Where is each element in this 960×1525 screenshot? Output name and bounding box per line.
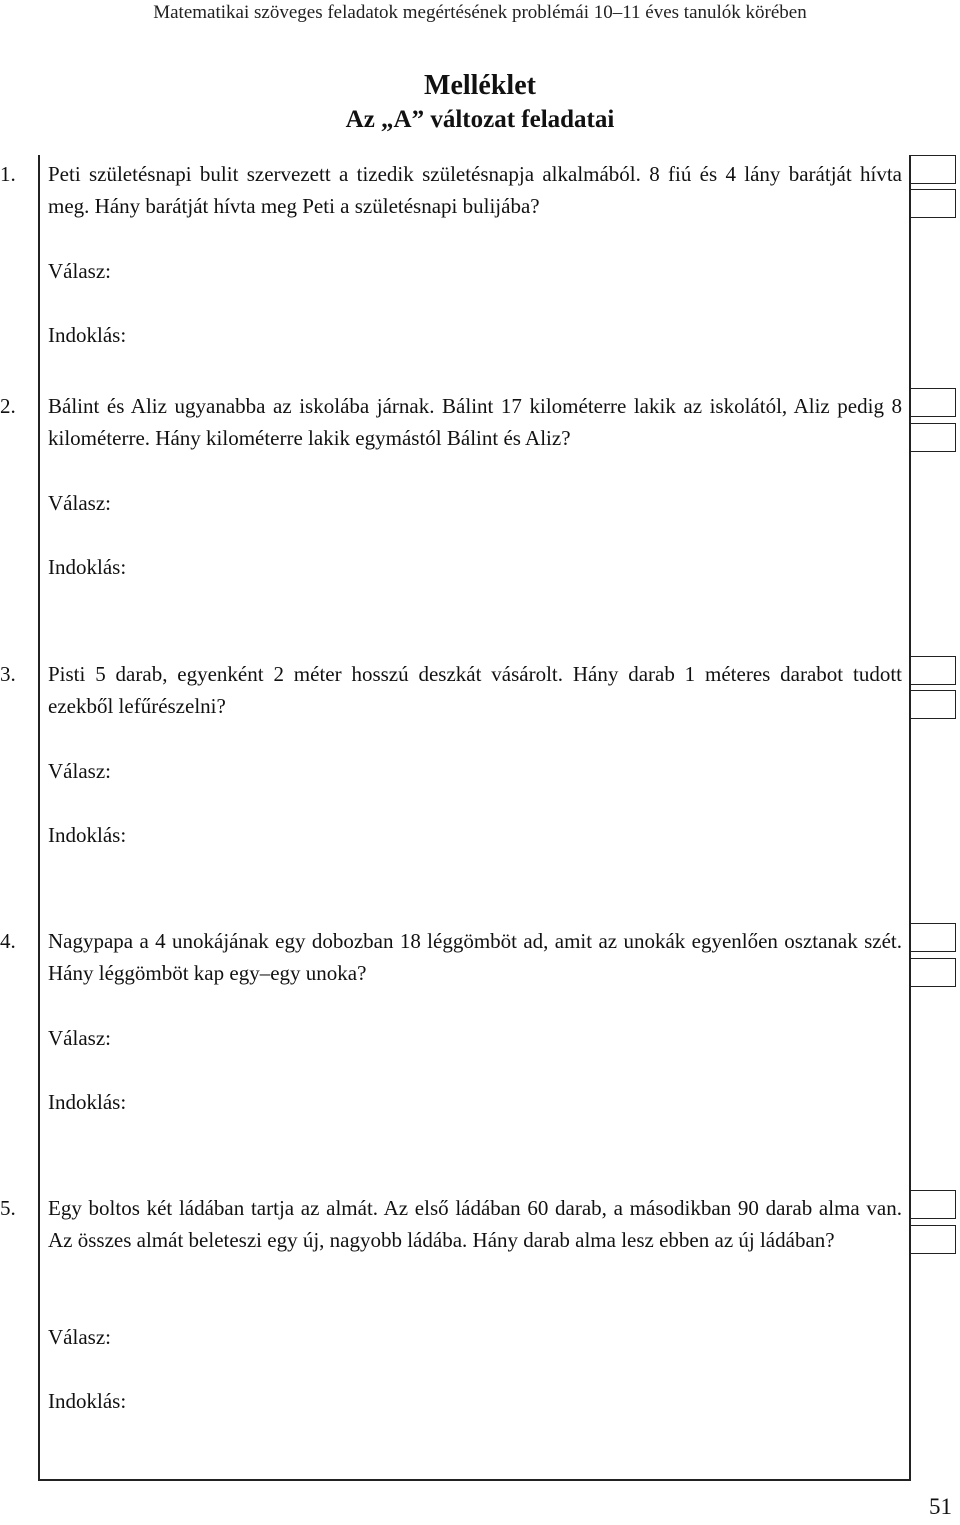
frame-left-border xyxy=(38,155,40,1480)
frame-bottom-border xyxy=(38,1479,911,1481)
appendix-title: Melléklet xyxy=(424,70,536,101)
score-box[interactable] xyxy=(910,958,956,987)
score-box[interactable] xyxy=(910,656,956,685)
score-box[interactable] xyxy=(910,1225,956,1254)
reasoning-label: Indoklás: xyxy=(48,323,127,347)
score-box[interactable] xyxy=(910,690,956,719)
answer-label: Válasz: xyxy=(48,759,111,783)
task-text: Egy boltos két ládában tartja az almát. Az első ládában 60 darab, a másodikban 90 darab alma van. Az összes almát beleteszi egy új, nagyobb ládába. Hány darab alma lesz ebben az új ládában? xyxy=(48,1196,902,1252)
reasoning-label: Indoklás: xyxy=(48,823,127,847)
task-text: Pisti 5 darab, egyenként 2 méter hosszú deszkát vásárolt. Hány darab 1 méteres darabot tudott ezekből lefűrészelni? xyxy=(48,662,902,718)
answer-label: Válasz: xyxy=(48,259,111,283)
reasoning-label: Indoklás: xyxy=(48,1090,127,1114)
page-number: 51 xyxy=(929,1494,952,1519)
answer-label: Válasz: xyxy=(48,1325,111,1349)
score-box[interactable] xyxy=(910,1190,956,1219)
reasoning-label: Indoklás: xyxy=(48,555,127,579)
score-box[interactable] xyxy=(910,155,956,184)
task-number: 4. xyxy=(0,929,16,953)
task-text: Bálint és Aliz ugyanabba az iskolába járnak. Bálint 17 kilométerre lakik az iskolától, Aliz pedig 8 kilométerre. Hány kilométerre lakik egymástól Bálint és Aliz? xyxy=(48,394,902,450)
task-text: Nagypapa a 4 unokájának egy dobozban 18 léggömböt ad, amit az unokák egyenlően osztanak szét. Hány léggömböt kap egy–egy unoka? xyxy=(48,929,902,985)
score-box[interactable] xyxy=(910,923,956,952)
answer-label: Válasz: xyxy=(48,1026,111,1050)
task-number: 1. xyxy=(0,162,16,186)
appendix-subtitle: Az „A” változat feladatai xyxy=(345,106,615,133)
score-box[interactable] xyxy=(910,189,956,218)
task-number: 2. xyxy=(0,394,16,418)
running-head: Matematikai szöveges feladatok megértésének problémái 10–11 éves tanulók körében xyxy=(153,2,807,23)
score-box[interactable] xyxy=(910,423,956,452)
reasoning-label: Indoklás: xyxy=(48,1389,127,1413)
task-number: 3. xyxy=(0,662,16,686)
task-number: 5. xyxy=(0,1196,16,1220)
task-text: Peti születésnapi bulit szervezett a tizedik születésnapja alkalmából. 8 fiú és 4 lány barátját hívta meg. Hány barátját hívta meg Peti a születésnapi bulijába? xyxy=(48,162,902,218)
answer-label: Válasz: xyxy=(48,491,111,515)
score-box[interactable] xyxy=(910,388,956,417)
frame-right-border xyxy=(909,155,911,1480)
